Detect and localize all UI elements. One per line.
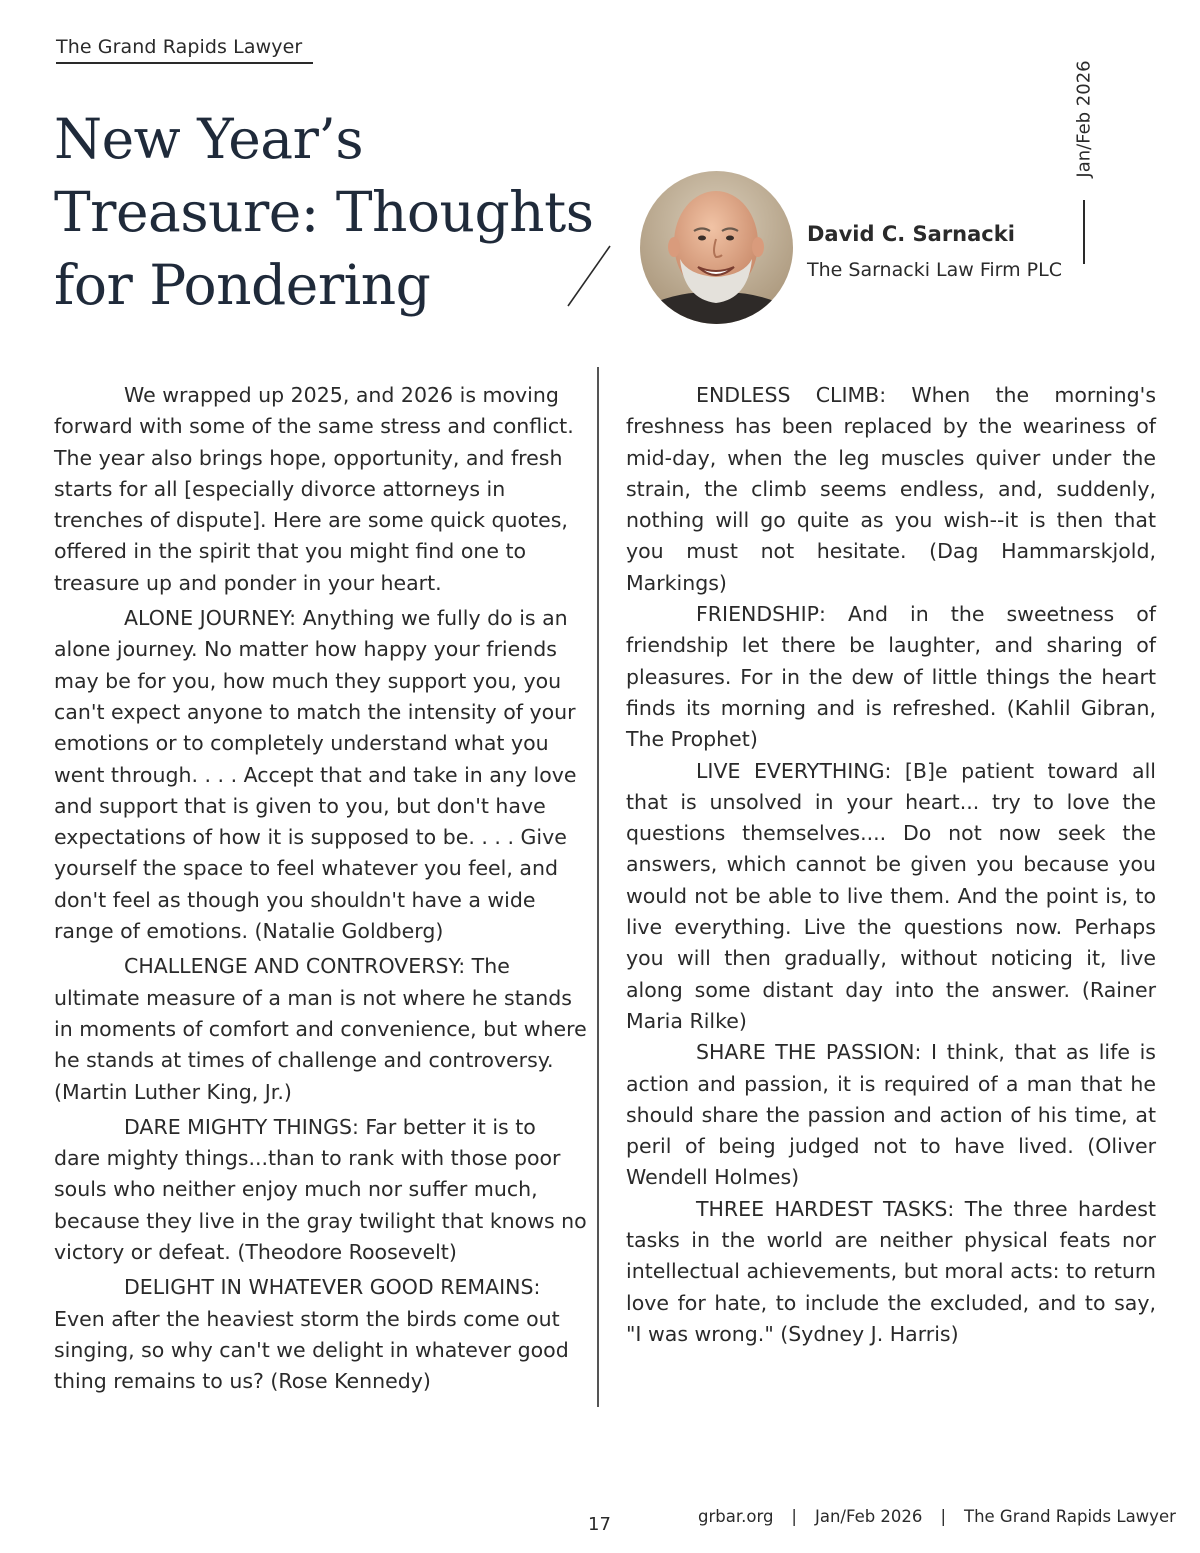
quote-paragraph: ENDLESS CLIMB: When the morning's freshness has been replaced by the weariness of mid-day, when the leg muscles quiver under the strain, the climb seems endless, and, suddenly, nothing will go quite as you wish--it is then that you must not hesitate. (Dag Hammarskjold, Markings) [626, 383, 1156, 595]
issue-date-vertical [1066, 56, 1102, 181]
author-firm: The Sarnacki Law Firm PLC [807, 259, 1062, 281]
quote-paragraph: FRIENDSHIP: And in the sweetness of friendship let there be laughter, and sharing of pleasures. For in the dew of little things the heart finds its morning and is refreshed. (Kahlil Gibran, The Prophet) [626, 602, 1156, 752]
quote-paragraph: DELIGHT IN WHATEVER GOOD REMAINS: Even after the heaviest storm the birds come out singing, so why can't we delight in whatever good thing remains to us? (Rose Kennedy) [54, 1275, 569, 1394]
issue-date-vertical-text: Jan/Feb 2026 [1073, 59, 1095, 178]
left-column [54, 380, 588, 1398]
publication-underline [56, 62, 313, 64]
vertical-rule [1083, 200, 1085, 264]
author-avatar [640, 171, 793, 324]
quote-paragraph: CHALLENGE AND CONTROVERSY: The ultimate measure of a man is not where he stands in moments of comfort and convenience, but where he stands at times of challenge and controversy. (Martin Luther King, Jr.) [54, 954, 587, 1104]
right-column [626, 380, 1156, 1350]
quote-paragraph: THREE HARDEST TASKS: The three hardest tasks in the world are neither physical feats nor intellectual achievements, but moral acts: to return love for hate, to include the excluded, and to say, "I was wrong." (Sydney J. Harris) [626, 1196, 1156, 1346]
footer-separator: | [940, 1507, 946, 1526]
author-name: David C. Sarnacki [807, 222, 1015, 246]
column-divider [597, 367, 599, 1407]
footer-site: grbar.org [698, 1507, 774, 1526]
quote-paragraph: ALONE JOURNEY: Anything we fully do is an alone journey. No matter how happy your friends may be for you, how much they support you, you can't expect anyone to match the intensity of your emotions or to completely understand what you went through. . . . Accept that and take in any love and support that is given to you, but don't have expectations of how it is supposed to be. . . . Give yourself the space to feel whatever you feel, and don't feel as though you shouldn't have a wide range of emotions. (Natalie Goldberg) [54, 606, 577, 944]
footer-publication: The Grand Rapids Lawyer [964, 1507, 1176, 1526]
decorative-slash [565, 244, 613, 308]
quote-paragraph: DARE MIGHTY THINGS: Far better it is to dare mighty things...than to rank with those poor souls who neither enjoy much nor suffer much, because they live in the gray twilight that knows no victory or defeat. (Theodore Roosevelt) [54, 1114, 587, 1265]
article-title [54, 103, 614, 322]
quote-paragraph: LIVE EVERYTHING: [B]e patient toward all that is unsolved in your heart... try to love the questions themselves.... Do not now seek the answers, which cannot be given you because you would not be able to live them. And the point is, to live everything. Live the questions now. Perhaps you will then gradually, without noticing it, live along some distant day into the answer. (Rainer Maria Rilke) [626, 758, 1156, 1033]
title-line: for Pondering [54, 253, 431, 317]
footer-info [698, 1507, 1176, 1526]
intro-paragraph: We wrapped up 2025, and 2026 is moving forward with some of the same stress and conflict. The year also brings hope, opportunity, and fresh starts for all [especially divorce attorneys in trenches of dispute]. Here are some quick quotes, offered in the spirit that you might find one to treasure up and ponder in your heart. [54, 383, 574, 595]
footer-issue: Jan/Feb 2026 [814, 1507, 923, 1526]
author-portrait [640, 171, 793, 324]
title-line: New Year’s [54, 107, 364, 171]
title-line: Treasure: Thoughts [54, 180, 594, 244]
footer-separator: | [791, 1507, 797, 1526]
quote-paragraph: SHARE THE PASSION: I think, that as life is action and passion, it is required of a man that he should share the passion and action of his time, at peril of being judged not to have lived. (Oliver Wendell Holmes) [626, 1040, 1156, 1190]
publication-name: The Grand Rapids Lawyer [56, 36, 303, 58]
page-number: 17 [588, 1514, 611, 1535]
